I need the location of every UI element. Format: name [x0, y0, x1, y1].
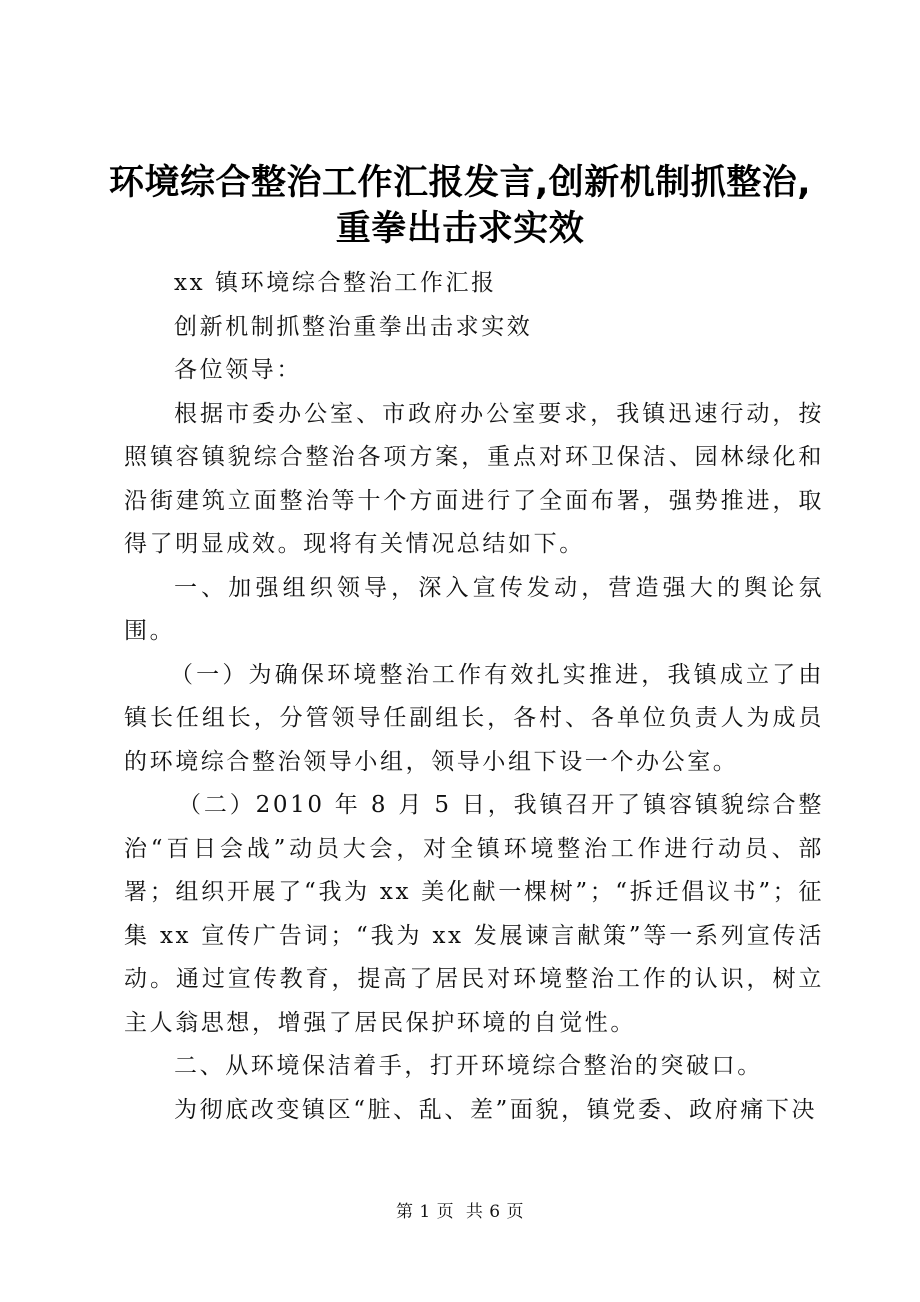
title-line-1: 环境综合整治工作汇报发言,创新机制抓整治, [108, 163, 812, 203]
paragraph-heading-1: 一、加强组织领导，深入宣传发动，营造强大的舆论氛围。 [124, 574, 824, 644]
document-body [124, 262, 824, 1132]
paragraph-intro: 根据市委办公室、市政府办公室要求，我镇迅速行动，按照镇容镇貌综合整治各项方案，重点对环卫保洁、园林绿化和沿街建筑立面整治等十个方面进行了全面布署，强势推进，取得了明显成效。现将有关情况总结如下。 [124, 400, 824, 557]
paragraph-heading-2: 二、从环境保洁着手，打开环境综合整治的突破口。 [174, 1053, 763, 1079]
paragraph-salutation: 各位领导： [174, 357, 302, 383]
paragraph-subtitle-2: 创新机制抓整治重拳出击求实效 [174, 313, 533, 340]
paragraph-item-2: （二）2010 年 8 月 5 日，我镇召开了镇容镇貌综合整治“百日会战”动员大会，对全镇环境整治工作进行动员、部署；组织开展了“我为 xx 美化献一棵树”；“拆迁倡议书”；征集 xx 宣传广告词；“我为 xx 发展谏言献策”等一系列宣传活动。通过宣传教育，提高了居民对环境整治工作的认识，树立主人翁思想，增强了居民保护环境的自觉性。 [124, 792, 824, 1036]
paragraph-item-1: （一）为确保环境整治工作有效扎实推进，我镇成立了由镇长任组长，分管领导任副组长，各村、各单位负责人为成员的环境综合整治领导小组，领导小组下设一个办公室。 [124, 661, 824, 775]
title-line-2: 重拳出击求实效 [335, 209, 585, 249]
document-title [100, 160, 820, 252]
page-footer [0, 1197, 920, 1222]
paragraph-cleaning: 为彻底改变镇区“脏、乱、差”面貌，镇党委、政府痛下决 [174, 1096, 818, 1123]
page-number: 第 1 页 共 6 页 [395, 1202, 525, 1222]
paragraph-subtitle-1: xx 镇环境综合整治工作汇报 [174, 270, 497, 296]
